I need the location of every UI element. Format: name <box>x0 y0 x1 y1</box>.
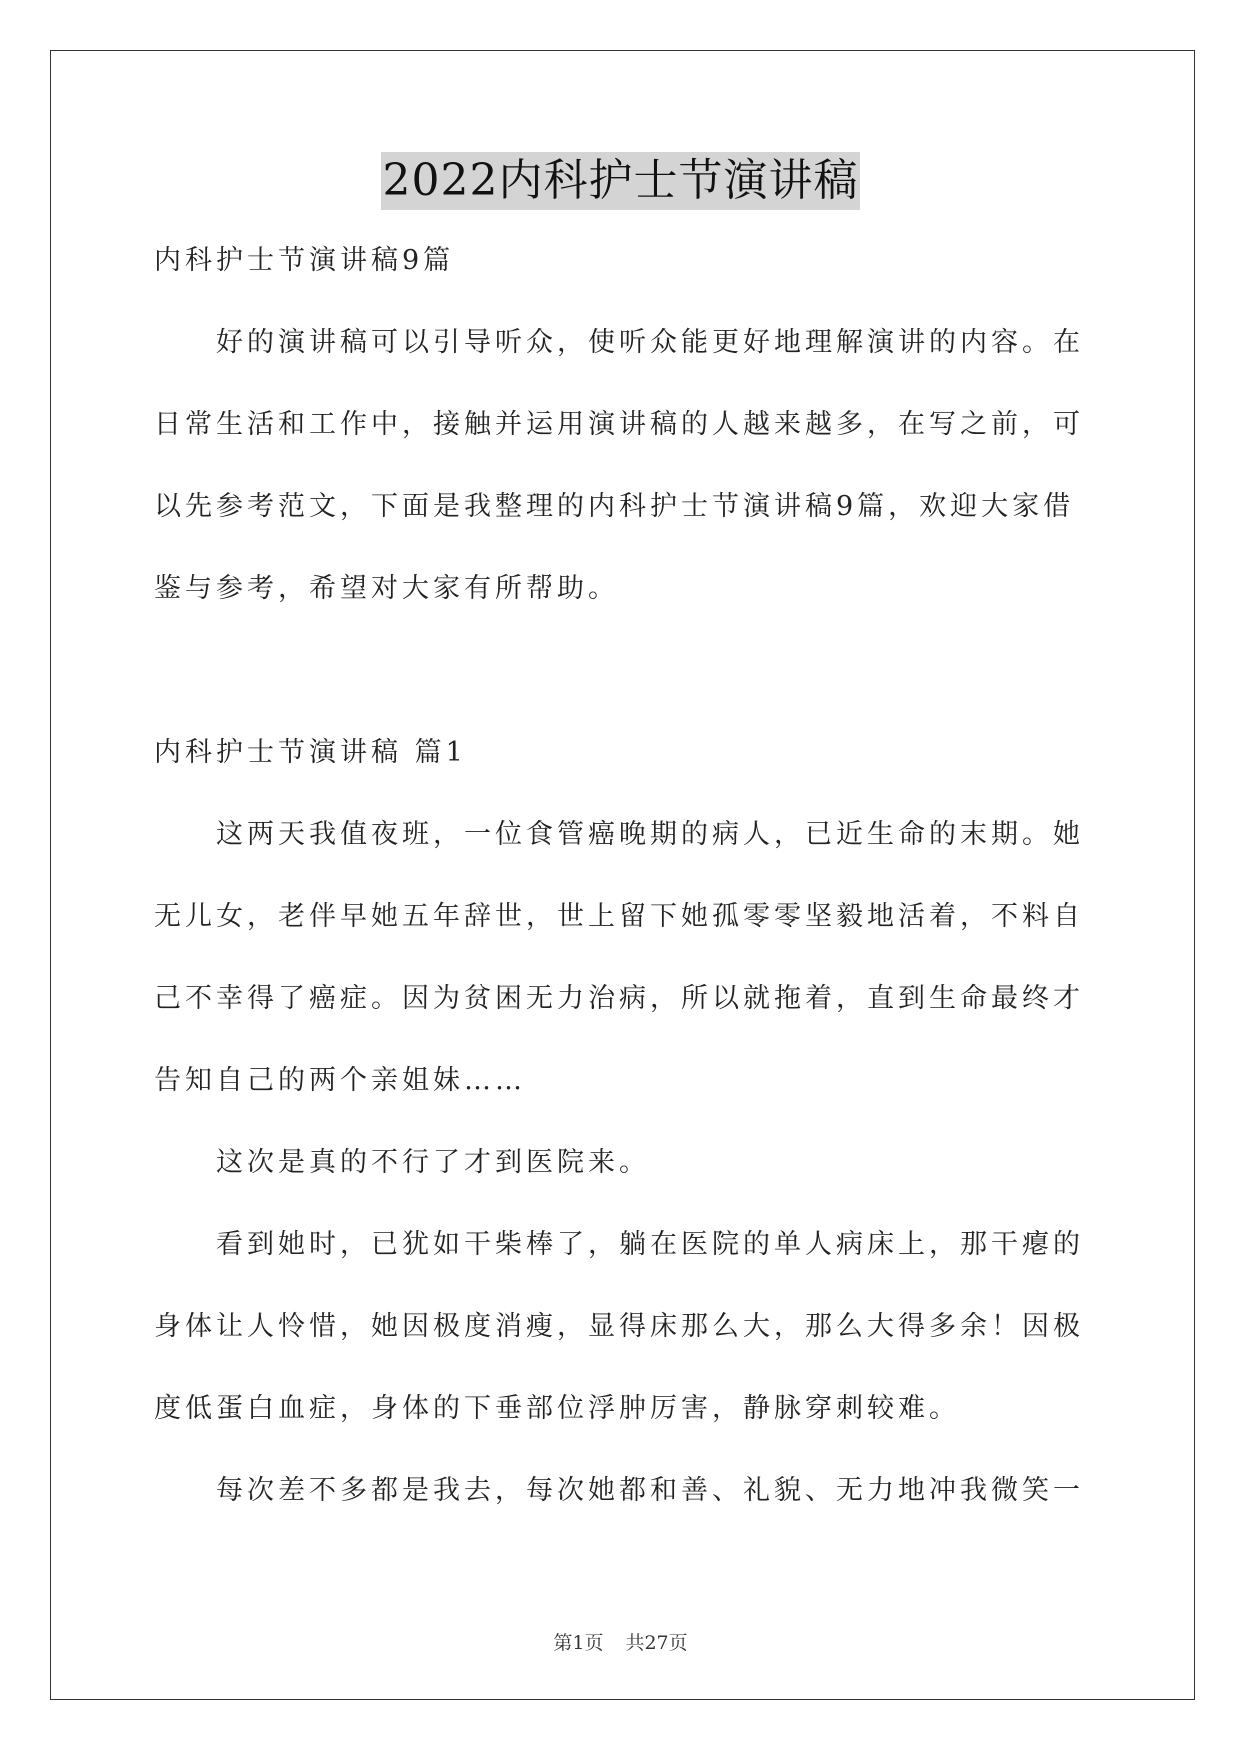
document-title: 2022内科护士节演讲稿 <box>381 152 861 210</box>
paragraph-line: 无儿女，老伴早她五年辞世，世上留下她孤零零坚毅地活着，不料自 <box>154 901 1084 932</box>
paragraph-line: 以先参考范文，下面是我整理的内科护士节演讲稿9篇，欢迎大家借 <box>154 491 1075 522</box>
paragraph-line: 度低蛋白血症，身体的下垂部位浮肿厉害，静脉穿刺较难。 <box>154 1393 960 1424</box>
paragraph-line: 日常生活和工作中，接触并运用演讲稿的人越来越多，在写之前，可 <box>154 409 1084 440</box>
page-footer <box>0 1628 1241 1655</box>
paragraph-line: 看到她时，已犹如干柴棒了，躺在医院的单人病床上，那干瘪的 <box>216 1229 1084 1260</box>
title-container <box>0 152 1241 210</box>
section-heading: 内科护士节演讲稿 篇1 <box>154 737 467 768</box>
page-number: 第1页 <box>553 1632 604 1654</box>
subtitle: 内科护士节演讲稿9篇 <box>154 245 455 276</box>
paragraph-line: 己不幸得了癌症。因为贫困无力治病，所以就拖着，直到生命最终才 <box>154 983 1084 1014</box>
paragraph-line: 这次是真的不行了才到医院来。 <box>216 1147 650 1178</box>
page-total: 共27页 <box>625 1632 688 1654</box>
document-body <box>154 233 1094 1545</box>
paragraph-line: 每次差不多都是我去，每次她都和善、礼貌、无力地冲我微笑一 <box>216 1475 1084 1506</box>
paragraph-line: 告知自己的两个亲姐妹…… <box>154 1065 526 1096</box>
paragraph-line: 鉴与参考，希望对大家有所帮助。 <box>154 573 619 604</box>
paragraph-line: 好的演讲稿可以引导听众，使听众能更好地理解演讲的内容。在 <box>216 327 1084 358</box>
section-gap <box>154 643 1094 725</box>
paragraph-line: 身体让人怜惜，她因极度消瘦，显得床那么大，那么大得多余！因极 <box>154 1311 1084 1342</box>
paragraph-line: 这两天我值夜班，一位食管癌晚期的病人，已近生命的末期。她 <box>216 819 1084 850</box>
